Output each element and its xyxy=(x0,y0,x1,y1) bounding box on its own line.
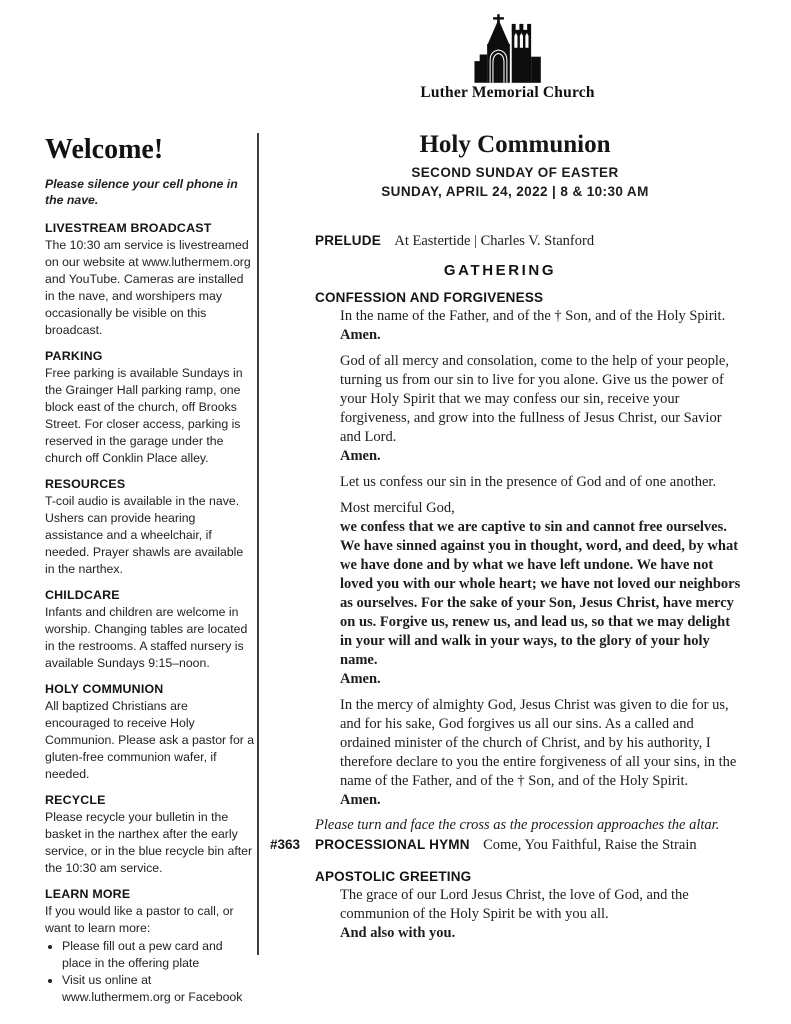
logo-block xyxy=(400,14,615,102)
sidebar-section-resources xyxy=(45,477,255,578)
congregation-response: Amen. xyxy=(340,327,381,343)
sidebar-section-livestream xyxy=(45,221,255,339)
liturgy-text: In the name of the Father, and of the † Son, and of the Holy Spirit. xyxy=(340,308,726,324)
section-heading: RESOURCES xyxy=(45,477,126,491)
section-heading: LIVESTREAM BROADCAST xyxy=(45,221,212,235)
liturgy-text: Let us confess our sin in the presence of God and of one another. xyxy=(340,474,717,490)
welcome-heading: Welcome! xyxy=(45,134,164,165)
prelude-title: At Eastertide | Charles V. Stanford xyxy=(394,233,595,249)
confession-paragraph xyxy=(315,307,743,345)
liturgy-text: Most merciful God, xyxy=(340,500,455,516)
cell-phone-notice: Please silence your cell phone in the nave. xyxy=(45,177,238,207)
liturgy-text: The grace of our Lord Jesus Christ, the love of God, and the communion of the Holy Spirit be with you all. xyxy=(340,887,689,922)
section-body: All baptized Christians are encouraged to receive Holy Communion. Please ask a pastor for a gluten-free communion wafer, if needed. xyxy=(45,699,255,781)
sidebar-section-recycle xyxy=(45,793,255,877)
section-heading: HOLY COMMUNION xyxy=(45,682,164,696)
sidebar-section-parking xyxy=(45,349,255,467)
sidebar-section-learn-more xyxy=(45,887,255,1006)
learn-more-list xyxy=(62,938,255,1006)
sidebar xyxy=(45,134,255,1016)
sidebar-section-holy-communion xyxy=(45,682,255,783)
confession-paragraph xyxy=(315,696,743,810)
confession-paragraph xyxy=(315,499,743,689)
sidebar-section-childcare xyxy=(45,588,255,672)
confession-paragraph xyxy=(315,352,743,466)
section-heading: RECYCLE xyxy=(45,793,106,807)
congregation-response: Amen. xyxy=(340,671,381,687)
section-heading: CHILDCARE xyxy=(45,588,120,602)
section-body: If you would like a pastor to call, or want to learn more: xyxy=(45,904,234,935)
hymn-number: #363 xyxy=(270,837,301,852)
church-logo-icon xyxy=(400,14,615,83)
gathering-heading: GATHERING xyxy=(443,262,557,279)
section-body: Please recycle your bulletin in the basket in the narthex after the early service, or in the blue recycle bin after the 10:30 am service. xyxy=(45,810,253,875)
congregation-confession: we confess that we are captive to sin and cannot free ourselves. We have sinned against you in thought, word, and deed, by what we have done and by what we have left undone. We have not loved you with our whole heart; we have not loved our neighbors as ourselves. For the sake of your Son, Jesus Christ, have mercy on us. Forgive us, renew us, and lead us, so that we may delight in your will and walk in your ways, to the glory of your holy name. xyxy=(340,519,741,668)
section-heading: LEARN MORE xyxy=(45,887,131,901)
header-subtitle-sunday: SECOND SUNDAY OF EASTER xyxy=(411,165,619,180)
procession-rubric: Please turn and face the cross as the procession approaches the altar. xyxy=(315,817,720,833)
confession-paragraph xyxy=(315,473,743,492)
section-body: Free parking is available Sundays in the Grainger Hall parking ramp, one block east of the church, off Brooks Street. For closer access, parking is reserved in the garage under the church off Conklin Place alley. xyxy=(45,366,243,465)
congregation-response: And also with you. xyxy=(340,925,456,941)
hymn-title: Come, You Faithful, Raise the Strain xyxy=(483,837,697,853)
logo-caption: Luther Memorial Church xyxy=(420,84,595,101)
section-body: Infants and children are welcome in worship. Changing tables are located in the restrooms. A staffed nursery is available Sundays 9:15–noon. xyxy=(45,605,248,670)
section-body: The 10:30 am service is livestreamed on our website at www.luthermem.org and YouTube. Cameras are installed in the nave, and worshipers may occasionally be visible on this broadcast. xyxy=(45,238,251,337)
list-item: • Please fill out a pew card and place in the offering plate xyxy=(62,938,255,972)
hymn-label: PROCESSIONAL HYMN xyxy=(315,837,470,852)
prelude-line xyxy=(315,232,743,250)
page-header xyxy=(295,131,735,201)
apostolic-greeting-heading: APOSTOLIC GREETING xyxy=(315,869,472,884)
liturgy-column xyxy=(270,232,743,950)
greeting-paragraph xyxy=(315,886,743,943)
prelude-label: PRELUDE xyxy=(315,233,381,248)
list-item: • Visit us online at www.luthermem.org or Facebook xyxy=(62,972,255,1006)
column-divider xyxy=(257,133,259,955)
liturgy-text: In the mercy of almighty God, Jesus Christ was given to die for us, and for his sake, God forgives us all our sins. As a called and ordained minister of the church of Christ, and by his authority, I therefore declare to you the entire forgiveness of all your sins, in the name of the Father, and of the † Son, and of the Holy Spirit. xyxy=(340,697,737,789)
page-title: Holy Communion xyxy=(419,131,611,158)
section-body: T-coil audio is available in the nave. Ushers can provide hearing assistance and a wheelchair, if needed. Prayer shawls are available in the narthex. xyxy=(45,494,244,576)
section-heading: PARKING xyxy=(45,349,103,363)
confession-heading: CONFESSION AND FORGIVENESS xyxy=(315,290,544,305)
congregation-response: Amen. xyxy=(340,792,381,808)
header-subtitle-date: SUNDAY, APRIL 24, 2022 | 8 & 10:30 AM xyxy=(381,184,649,199)
liturgy-text: God of all mercy and consolation, come to the help of your people, turning us from our sin to live for you alone. Give us the power of your Holy Spirit that we may confess our sin, receive your forgiveness, and grow into the fullness of Jesus Christ, our Savior and Lord. xyxy=(340,353,729,445)
processional-hymn-line xyxy=(270,836,743,854)
congregation-response: Amen. xyxy=(340,448,381,464)
